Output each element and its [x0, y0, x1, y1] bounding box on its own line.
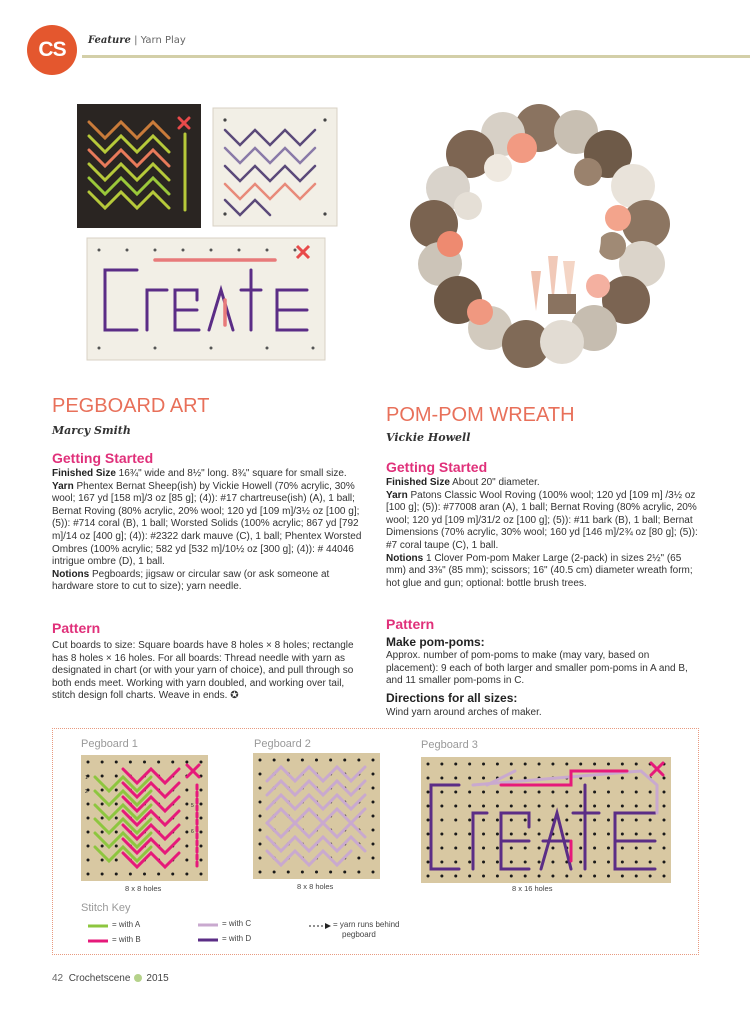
peg-hole [454, 819, 457, 822]
peg-hole [621, 791, 624, 794]
peg-hole [427, 847, 430, 850]
peg-hole [372, 857, 375, 860]
peg-hole [510, 805, 513, 808]
peg-hole [101, 873, 104, 876]
peg-hole [579, 847, 582, 850]
peg-hole [607, 777, 610, 780]
peg-hole [663, 819, 666, 822]
peg-hole [593, 875, 596, 878]
peg-hole [115, 775, 118, 778]
key-label-behind: = yarn runs behind [333, 920, 400, 929]
peg-hole [454, 791, 457, 794]
pegboard-pattern-text: Cut boards to size: Square boards have 8 holes × 8 holes; rectangle has 8 holes × 16 holes. For all boards: Thread needle with yarn as designated in chart (or with your yarn of choice), and pull through so both ends meet. Working with yarn doubled, and working over tail, stitch design foll charts. Weave in ends. ✪ [52, 640, 354, 702]
notions-label: Notions [386, 552, 424, 564]
peg-hole [87, 831, 90, 834]
peg-hole [510, 777, 513, 780]
peg-hole [200, 831, 203, 834]
p1-start-label: 2 [85, 789, 88, 795]
p1-start-label: 1 [85, 775, 88, 781]
peg-hole [496, 805, 499, 808]
peg-hole [200, 873, 203, 876]
peg-hole [524, 833, 527, 836]
peg-hole [496, 847, 499, 850]
peg-hole [524, 791, 527, 794]
peg-hole [185, 817, 188, 820]
peg-hole [579, 791, 582, 794]
peg-hole [200, 859, 203, 862]
peg-hole [496, 791, 499, 794]
peg-hole [343, 871, 346, 874]
peg-hole [551, 861, 554, 864]
peg-hole [440, 819, 443, 822]
peg-hole [143, 873, 146, 876]
pegboard-1-title: Pegboard 1 [81, 738, 138, 750]
peg-hole [200, 789, 203, 792]
peg-hole [482, 777, 485, 780]
peg-hole [427, 777, 430, 780]
peg-hole [454, 861, 457, 864]
peg-hole [663, 833, 666, 836]
peg-hole [538, 819, 541, 822]
peg-hole [185, 761, 188, 764]
peg-hole [482, 763, 485, 766]
peg-hole [101, 803, 104, 806]
peg-hole [607, 819, 610, 822]
peg-hole [565, 833, 568, 836]
peg-hole [593, 833, 596, 836]
peg-hole [496, 875, 499, 878]
peg-hole [510, 791, 513, 794]
wreath-title: POM-POM WREATH [386, 404, 575, 426]
peg-hole [468, 805, 471, 808]
pegboard-pattern-heading: Pattern [52, 620, 101, 636]
peg-hole [635, 777, 638, 780]
peg-hole [87, 845, 90, 848]
peg-hole [101, 859, 104, 862]
peg-hole [101, 761, 104, 764]
peg-hole [115, 803, 118, 806]
peg-hole [259, 871, 262, 874]
peg-hole [482, 861, 485, 864]
peg-hole [185, 873, 188, 876]
peg-hole [315, 759, 318, 762]
peg-hole [649, 791, 652, 794]
footer-dot-icon [134, 974, 142, 982]
peg-hole [440, 847, 443, 850]
key-swatch-a [88, 923, 108, 929]
finished-size-text: 16¾" wide and 8½" long. 8¾" square for small size. [115, 468, 347, 479]
peg-hole [372, 801, 375, 804]
peg-hole [101, 845, 104, 848]
peg-hole [357, 857, 360, 860]
peg-hole [593, 819, 596, 822]
pegboard-1-caption: 8 x 8 holes [125, 884, 162, 893]
peg-hole [524, 777, 527, 780]
yarn-label: Yarn [386, 489, 408, 501]
peg-hole [621, 777, 624, 780]
peg-hole [343, 759, 346, 762]
peg-hole [593, 805, 596, 808]
peg-hole [538, 875, 541, 878]
peg-hole [440, 791, 443, 794]
peg-hole [157, 761, 160, 764]
peg-hole [372, 787, 375, 790]
peg-hole [440, 875, 443, 878]
peg-hole [185, 859, 188, 862]
peg-hole [496, 763, 499, 766]
pegboard-1-chart [81, 755, 208, 881]
peg-hole [482, 819, 485, 822]
section-name: Feature [88, 35, 131, 46]
peg-hole [427, 861, 430, 864]
peg-hole [454, 833, 457, 836]
directions-heading: Directions for all sizes: [386, 691, 518, 705]
peg-hole [101, 789, 104, 792]
key-label-a: = with A [112, 920, 141, 929]
key-swatch-d [198, 937, 218, 943]
finished-size-label: Finished Size [52, 468, 116, 479]
peg-hole [663, 805, 666, 808]
peg-hole [115, 789, 118, 792]
peg-hole [372, 871, 375, 874]
peg-hole [579, 875, 582, 878]
peg-hole [524, 805, 527, 808]
peg-hole [635, 805, 638, 808]
key-swatch-b [88, 938, 108, 944]
peg-hole [185, 789, 188, 792]
pegboard-2-chart [253, 753, 380, 879]
peg-hole [565, 805, 568, 808]
peg-hole [593, 763, 596, 766]
peg-hole [482, 791, 485, 794]
peg-hole [635, 763, 638, 766]
peg-hole [663, 791, 666, 794]
peg-hole [329, 871, 332, 874]
peg-hole [607, 763, 610, 766]
peg-hole [482, 875, 485, 878]
peg-hole [551, 791, 554, 794]
peg-hole [635, 833, 638, 836]
wreath-pattern-heading: Pattern [386, 616, 435, 632]
peg-hole [200, 817, 203, 820]
peg-hole [607, 847, 610, 850]
peg-hole [427, 833, 430, 836]
magazine-name: Crochetscene [68, 973, 131, 984]
peg-hole [129, 873, 132, 876]
finished-size-text: About 20" diameter. [449, 477, 540, 488]
pegboard-3-caption: 8 x 16 holes [512, 884, 553, 893]
peg-hole [607, 875, 610, 878]
peg-hole [115, 845, 118, 848]
peg-hole [510, 833, 513, 836]
peg-hole [87, 761, 90, 764]
peg-hole [372, 843, 375, 846]
key-label-b: = with B [112, 935, 141, 944]
key-swatch-c [198, 922, 218, 928]
peg-hole [621, 833, 624, 836]
peg-hole [372, 759, 375, 762]
peg-hole [427, 763, 430, 766]
peg-hole [482, 847, 485, 850]
peg-hole [579, 763, 582, 766]
yarn-label: Yarn [52, 480, 74, 492]
peg-hole [621, 805, 624, 808]
peg-hole [259, 759, 262, 762]
peg-hole [607, 861, 610, 864]
key-swatch-behind [309, 922, 331, 930]
peg-hole [621, 861, 624, 864]
logo-text: CS [38, 38, 66, 61]
peg-hole [565, 819, 568, 822]
peg-hole [143, 761, 146, 764]
wreath-materials [386, 477, 698, 590]
peg-hole [259, 843, 262, 846]
peg-hole [593, 861, 596, 864]
peg-hole [273, 871, 276, 874]
notions-text: Pegboards; jigsaw or circular saw (or ask someone at hardware store to cut to size); yarn needle. [52, 568, 330, 593]
pegboard-photo [75, 100, 345, 365]
peg-hole [538, 791, 541, 794]
peg-hole [510, 763, 513, 766]
peg-hole [200, 803, 203, 806]
peg-hole [510, 875, 513, 878]
peg-hole [468, 861, 471, 864]
peg-hole [454, 875, 457, 878]
peg-hole [565, 763, 568, 766]
peg-hole [468, 819, 471, 822]
pegboard-title: PEGBOARD ART [52, 395, 210, 417]
page-number: 42 [52, 973, 64, 984]
peg-hole [468, 777, 471, 780]
peg-hole [301, 871, 304, 874]
peg-hole [372, 773, 375, 776]
peg-hole [538, 861, 541, 864]
peg-hole [593, 847, 596, 850]
peg-hole [524, 819, 527, 822]
key-label-c: = with C [222, 919, 252, 928]
peg-hole [510, 861, 513, 864]
peg-hole [649, 861, 652, 864]
peg-hole [593, 777, 596, 780]
notions-text: 1 Clover Pom-pom Maker Large (2-pack) in sizes 2½" (65 mm) and 3⅜" (85 mm); scissors; 16" (40.5 cm) diameter wreath form; hot glue and gun; optional: bottle brush trees. [386, 552, 693, 589]
peg-hole [468, 875, 471, 878]
peg-hole [357, 759, 360, 762]
peg-hole [593, 791, 596, 794]
magazine-logo [27, 25, 77, 75]
peg-hole [551, 847, 554, 850]
peg-hole [301, 759, 304, 762]
peg-hole [329, 759, 332, 762]
peg-hole [649, 875, 652, 878]
key-label-behind-2: pegboard [342, 930, 376, 939]
peg-hole [427, 819, 430, 822]
peg-hole [287, 871, 290, 874]
peg-hole [607, 791, 610, 794]
peg-hole [538, 763, 541, 766]
pegboard-3-chart [421, 757, 671, 883]
peg-hole [454, 763, 457, 766]
peg-hole [454, 847, 457, 850]
peg-hole [496, 861, 499, 864]
peg-hole [635, 819, 638, 822]
peg-hole [468, 763, 471, 766]
peg-hole [440, 763, 443, 766]
finished-size-label: Finished Size [386, 477, 450, 488]
peg-hole [101, 817, 104, 820]
peg-hole [115, 831, 118, 834]
peg-hole [372, 829, 375, 832]
peg-hole [259, 815, 262, 818]
peg-hole [454, 805, 457, 808]
section-separator: | [130, 35, 141, 46]
peg-hole [372, 815, 375, 818]
peg-hole [185, 831, 188, 834]
p1-start-label: 5 [191, 803, 194, 809]
peg-hole [468, 847, 471, 850]
peg-hole [551, 805, 554, 808]
wreath-photo [398, 96, 680, 378]
peg-hole [200, 845, 203, 848]
peg-hole [635, 875, 638, 878]
peg-hole [538, 847, 541, 850]
peg-hole [200, 761, 203, 764]
yarn-text: Phentex Bernat Sheep(ish) by Vickie Howell (70% acrylic, 30% wool; 167 yd [158 m]/3 oz [85 g]; (4)): #17 chartreuse(ish) (A), 1 ball; Bernat Roving (80% acrylic, 20% wool; 120 yd [109 m]/3½ oz [100 g]; (5)): #714 coral (B), 1 ball; Worsted Solids (100% acrylic; 867 yd [792 m]/14 oz [400 g]; (4)): #2322 dark mauve (C), 1 ball; Phentex Worsted Ombres (100% acrylic; 582 yd [532 m]/10½ oz [300 g]; (4)): # 44046 intrigue ombre (D), 1 ball. [52, 480, 362, 568]
peg-hole [259, 857, 262, 860]
peg-hole [621, 819, 624, 822]
peg-hole [185, 803, 188, 806]
peg-hole [259, 787, 262, 790]
notions-label: Notions [52, 568, 90, 580]
peg-hole [565, 791, 568, 794]
peg-hole [538, 805, 541, 808]
peg-hole [259, 829, 262, 832]
peg-hole [663, 777, 666, 780]
peg-hole [496, 833, 499, 836]
header-rule [82, 55, 750, 58]
peg-hole [87, 873, 90, 876]
wreath-getting-started-heading: Getting Started [386, 459, 488, 475]
peg-hole [524, 875, 527, 878]
section-header [88, 35, 186, 46]
peg-hole [663, 861, 666, 864]
peg-hole [538, 833, 541, 836]
peg-hole [440, 777, 443, 780]
peg-hole [621, 763, 624, 766]
peg-hole [468, 833, 471, 836]
peg-hole [524, 763, 527, 766]
peg-hole [115, 859, 118, 862]
peg-hole [663, 847, 666, 850]
peg-hole [551, 763, 554, 766]
peg-hole [315, 871, 318, 874]
peg-hole [510, 819, 513, 822]
peg-hole [171, 873, 174, 876]
peg-hole [565, 875, 568, 878]
yarn-text: Patons Classic Wool Roving (100% wool; 120 yd [109 m] /3½ oz [100 g]; (5)): #77008 aran (A), 1 ball; Bernat Roving (80% acrylic, 20% wool; 120 yd [109 m]/31/2 oz [100 g]; (5)): #11 bark (B), 1 ball; Bernat Dimensions (70% acrylic, 30% wool; 160 yd [146 m]/2¾ oz [80 g]; (5)): #7 coral taupe (C), 1 ball. [386, 489, 698, 551]
pegboard-3-title: Pegboard 3 [421, 739, 478, 751]
peg-hole [579, 861, 582, 864]
peg-hole [440, 805, 443, 808]
make-pompoms-text: Approx. number of pom-poms to make (may vary, based on placement): 9 each of both larger and smaller pom-poms in A and B, and 11 smaller pom-poms in C. [386, 650, 688, 687]
peg-hole [171, 761, 174, 764]
peg-hole [259, 773, 262, 776]
peg-hole [551, 875, 554, 878]
peg-hole [510, 847, 513, 850]
stitch-key-title: Stitch Key [81, 902, 131, 914]
peg-hole [621, 875, 624, 878]
peg-hole [635, 791, 638, 794]
peg-hole [115, 761, 118, 764]
peg-hole [101, 831, 104, 834]
pegboard-2-title: Pegboard 2 [254, 738, 311, 750]
directions-text: Wind yarn around arches of maker. [386, 707, 542, 718]
peg-hole [440, 861, 443, 864]
peg-hole [649, 805, 652, 808]
peg-hole [649, 819, 652, 822]
issue-year: 2015 [146, 973, 169, 984]
peg-hole [357, 871, 360, 874]
peg-hole [157, 873, 160, 876]
peg-hole [579, 805, 582, 808]
peg-hole [87, 803, 90, 806]
peg-hole [440, 833, 443, 836]
peg-hole [87, 859, 90, 862]
make-pompoms-heading: Make pom-poms: [386, 635, 485, 649]
peg-hole [259, 801, 262, 804]
peg-hole [185, 845, 188, 848]
peg-hole [649, 847, 652, 850]
peg-hole [115, 873, 118, 876]
peg-hole [649, 833, 652, 836]
peg-hole [635, 847, 638, 850]
peg-hole [482, 805, 485, 808]
pegboard-materials [52, 468, 370, 594]
wreath-author: Vickie Howell [386, 431, 471, 444]
peg-hole [427, 791, 430, 794]
peg-hole [524, 847, 527, 850]
peg-hole [273, 759, 276, 762]
peg-hole [87, 817, 90, 820]
key-label-d: = with D [222, 934, 252, 943]
pegboard-2-caption: 8 x 8 holes [297, 882, 334, 891]
peg-hole [607, 805, 610, 808]
section-topic: Yarn Play [140, 35, 186, 46]
peg-hole [579, 833, 582, 836]
pegboard-author: Marcy Smith [52, 424, 131, 437]
peg-hole [524, 861, 527, 864]
peg-hole [427, 805, 430, 808]
page-footer [52, 973, 169, 984]
peg-hole [579, 819, 582, 822]
peg-hole [621, 847, 624, 850]
peg-hole [287, 759, 290, 762]
peg-hole [427, 875, 430, 878]
peg-hole [635, 861, 638, 864]
pegboard-getting-started-heading: Getting Started [52, 450, 154, 466]
peg-hole [607, 833, 610, 836]
peg-hole [129, 761, 132, 764]
p1-start-label: 6 [191, 829, 194, 835]
peg-hole [115, 817, 118, 820]
peg-hole [468, 791, 471, 794]
peg-hole [663, 875, 666, 878]
peg-hole [496, 819, 499, 822]
peg-hole [454, 777, 457, 780]
peg-hole [101, 775, 104, 778]
peg-hole [482, 833, 485, 836]
